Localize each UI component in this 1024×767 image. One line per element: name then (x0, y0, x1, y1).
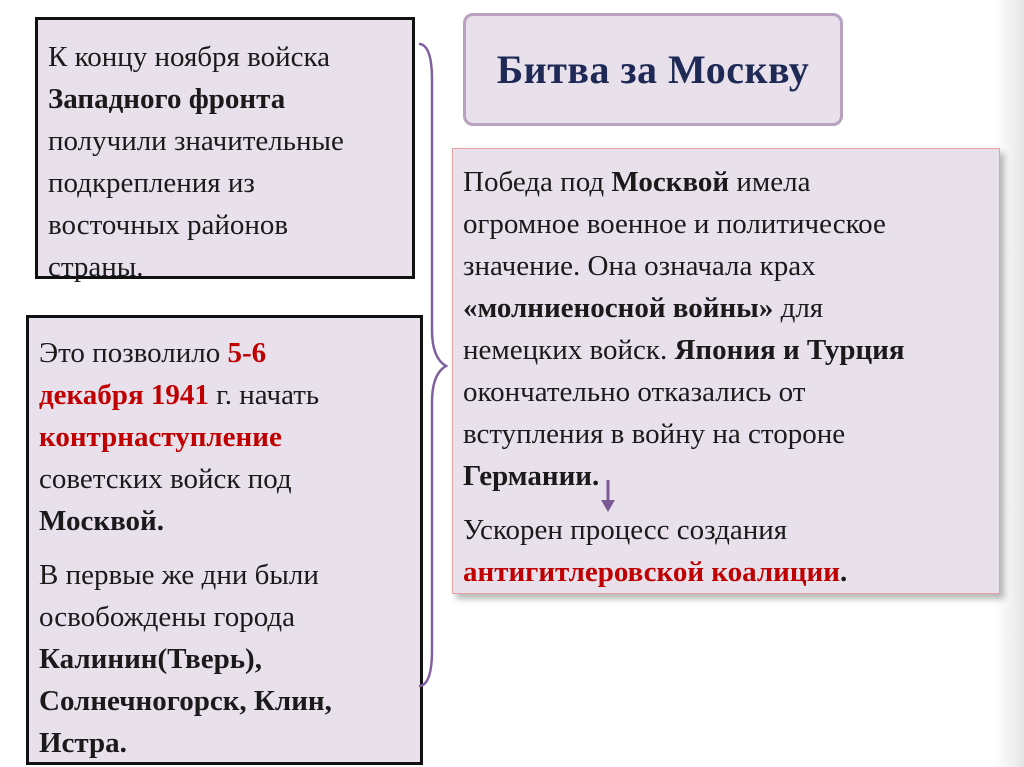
coalition-term: антигитлеровской коалиции (463, 556, 840, 588)
counteroffensive-textbox (26, 315, 423, 765)
significance-l1-pre: Победа под (463, 166, 612, 198)
liberated-line-5 (39, 722, 410, 764)
western-front-bold: Западного фронта (48, 83, 286, 115)
significance-line-6: окончательно отказались от (463, 376, 806, 408)
significance-line-7: вступления в войну на стороне (463, 418, 846, 450)
slide-title: Битва за Москву (496, 47, 810, 92)
coalition-line-1: Ускорен процесс создания (463, 514, 788, 546)
significance-line-4 (463, 287, 985, 329)
significance-l4-post: для (773, 292, 824, 324)
coalition-line-2 (463, 551, 985, 593)
reinforcements-textbox (35, 17, 415, 283)
counteroffensive-mid: г. начать (208, 379, 320, 411)
counteroffensive-line-5 (39, 500, 410, 542)
significance-l1-bold: Москвой (611, 166, 730, 198)
japan-turkey-bold: Япония и Турция (674, 334, 905, 366)
counteroffensive-line-2 (39, 374, 410, 416)
counteroffensive-line-1 (39, 332, 410, 374)
city-istra: Истра. (39, 727, 127, 759)
liberated-line-2: освобождены города (39, 601, 296, 633)
significance-l5-pre: немецких войск. (463, 334, 675, 366)
reinforcements-line-1: К концу ноября войска (48, 41, 331, 73)
title-box (463, 13, 843, 126)
liberated-line-1: В первые же дни были (39, 559, 319, 591)
reinforcements-line-5: восточных районов (48, 209, 289, 241)
liberated-line-3 (39, 638, 410, 680)
reinforcements-line-2 (48, 78, 402, 120)
curly-brace-icon (414, 40, 454, 690)
reinforcements-line-4: подкрепления из (48, 167, 255, 199)
liberated-line-4 (39, 680, 410, 722)
city-kalinin: Калинин(Тверь), (39, 643, 262, 675)
significance-line-8 (463, 455, 985, 497)
victory-significance-textbox (452, 148, 1000, 594)
counteroffensive-term: контрнаступление (39, 421, 282, 453)
germany-bold: Германии. (463, 460, 600, 492)
arrow-down-icon (598, 478, 618, 514)
coalition-period: . (839, 556, 848, 588)
cities-solnechnogorsk-klin: Солнечногорск, Клин, (39, 685, 332, 717)
significance-line-2: огромное военное и политическое (463, 208, 886, 240)
significance-line-5 (463, 329, 985, 371)
significance-l1-post: имела (729, 166, 811, 198)
blitzkrieg-bold: «молниеносной войны» (463, 292, 774, 324)
moscow-bold: Москвой. (39, 505, 164, 537)
counteroffensive-line-3 (39, 416, 410, 458)
date-month-year: декабря 1941 (39, 379, 209, 411)
date-days: 5-6 (227, 337, 267, 369)
significance-line-1 (463, 161, 985, 203)
reinforcements-line-6: страны. (48, 251, 144, 283)
counteroffensive-line-4: советских войск под (39, 463, 292, 495)
counteroffensive-intro: Это позволило (39, 337, 228, 369)
significance-line-3: значение. Она означала крах (463, 250, 816, 282)
reinforcements-line-3: получили значительные (48, 125, 344, 157)
